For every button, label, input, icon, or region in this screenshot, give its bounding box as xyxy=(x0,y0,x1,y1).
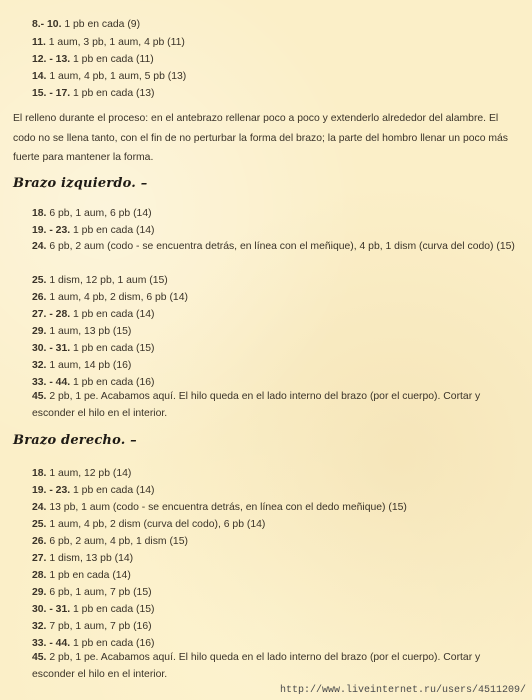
round-number: 33. - 44. xyxy=(32,377,71,388)
round-text: 1 pb en cada (13) xyxy=(70,88,155,99)
round-text: 1 aum, 4 pb, 2 dism (curva del codo), 6 pb (14) xyxy=(46,519,266,530)
round-number: 25. xyxy=(32,275,47,286)
round-line xyxy=(32,289,522,306)
round-text: 1 aum, 14 pb (16) xyxy=(46,360,132,371)
round-line xyxy=(32,85,522,102)
round-number: 15. - 17. xyxy=(32,88,71,99)
round-text: 1 aum, 3 pb, 1 aum, 4 pb (11) xyxy=(45,37,185,48)
round-number: 27. xyxy=(32,553,47,564)
round-number: 26. xyxy=(32,292,47,303)
round-line xyxy=(32,306,522,323)
round-line xyxy=(32,68,522,85)
round-number: 32. xyxy=(32,621,47,632)
round-number: 25. xyxy=(32,519,47,530)
round-line xyxy=(32,533,522,550)
round-text: 1 dism, 13 pb (14) xyxy=(46,553,134,564)
right-arm-heading: Brazo derecho. – xyxy=(13,433,137,448)
round-text: 1 pb en cada (16) xyxy=(70,377,155,388)
round-number: 45. xyxy=(32,391,47,402)
round-text: 1 aum, 12 pb (14) xyxy=(46,468,132,479)
round-text: 1 aum, 4 pb, 2 dism, 6 pb (14) xyxy=(46,292,188,303)
stuffing-paragraph: El relleno durante el proceso: en el antebrazo rellenar poco a poco y extenderlo alrededor del alambre. El codo no se llena tanto, con el fin de no perturbar la forma del brazo; la parte del hombro llenar un poco más fuerte para mantener la forma. xyxy=(13,113,509,163)
round-number: 28. xyxy=(32,570,47,581)
round-number: 18. xyxy=(32,208,47,219)
round-text: 1 pb en cada (16) xyxy=(70,638,155,649)
round-line xyxy=(32,550,522,567)
round-text: 6 pb, 1 aum, 7 pb (15) xyxy=(46,587,152,598)
round-number: 26. xyxy=(32,536,47,547)
round-number: 33. - 44. xyxy=(32,638,71,649)
round-number: 45. xyxy=(32,652,47,663)
round-line xyxy=(32,340,522,357)
round-text: 6 pb, 2 aum, 4 pb, 1 dism (15) xyxy=(46,536,188,547)
round-text: 13 pb, 1 aum (codo - se encuentra detrás, en línea con el dedo meñique) (15) xyxy=(46,502,407,513)
round-text: 1 pb en cada (14) xyxy=(70,225,155,236)
round-text: 1 pb en cada (15) xyxy=(70,343,155,354)
round-number: 29. xyxy=(32,587,47,598)
round-text: 1 pb en cada (11) xyxy=(70,54,154,65)
round-text: 7 pb, 1 aum, 7 pb (16) xyxy=(46,621,152,632)
round-line xyxy=(32,34,522,51)
round-text: 1 pb en cada (14) xyxy=(70,309,155,320)
round-text: 1 aum, 4 pb, 1 aum, 5 pb (13) xyxy=(46,71,187,82)
round-line xyxy=(32,584,522,601)
watermark-url: http://www.liveinternet.ru/users/4511209/ xyxy=(279,685,526,696)
round-line xyxy=(32,601,522,618)
round-line xyxy=(32,357,522,374)
round-line xyxy=(32,51,522,68)
round-line xyxy=(32,323,522,340)
round-number: 30. - 31. xyxy=(32,343,71,354)
round-number: 29. xyxy=(32,326,47,337)
round-number: 19. - 23. xyxy=(32,225,71,236)
round-line xyxy=(32,239,522,256)
round-text: 1 pb en cada (14) xyxy=(46,570,131,581)
round-text: 6 pb, 1 aum, 6 pb (14) xyxy=(46,208,152,219)
round-text: 1 pb en cada (9) xyxy=(61,19,141,30)
round-line xyxy=(32,205,522,222)
round-line xyxy=(32,482,522,499)
round-number: 30. - 31. xyxy=(32,604,71,615)
round-line xyxy=(32,618,522,635)
round-text: 1 aum, 13 pb (15) xyxy=(46,326,132,337)
round-line xyxy=(32,16,522,33)
round-line xyxy=(32,222,522,239)
round-number: 24. xyxy=(32,241,47,252)
round-line xyxy=(32,272,522,289)
round-line xyxy=(32,499,522,516)
round-text: 2 pb, 1 pe. Acabamos aquí. El hilo queda en el lado interno del brazo (por el cuerpo). Cortar y esconder el hilo en el interior. xyxy=(32,391,481,419)
round-number: 19. - 23. xyxy=(32,485,71,496)
round-text: 2 pb, 1 pe. Acabamos aquí. El hilo queda en el lado interno del brazo (por el cuerpo). Cortar y esconder el hilo en el interior. xyxy=(32,652,481,680)
round-number: 8.- 10. xyxy=(32,19,62,30)
round-number: 24. xyxy=(32,502,47,513)
round-number: 14. xyxy=(32,71,47,82)
left-arm-heading: Brazo izquierdo. – xyxy=(13,176,148,191)
round-text: 6 pb, 2 aum (codo - se encuentra detrás, en línea con el meñique), 4 pb, 1 dism (curva del codo) (15) xyxy=(46,241,515,252)
round-number: 11. xyxy=(32,37,46,48)
round-line xyxy=(32,465,522,482)
round-number: 12. - 13. xyxy=(32,54,71,65)
round-text: 1 pb en cada (14) xyxy=(70,485,155,496)
round-number: 27. - 28. xyxy=(32,309,71,320)
round-text: 1 pb en cada (15) xyxy=(70,604,155,615)
round-line xyxy=(32,516,522,533)
round-line xyxy=(32,567,522,584)
round-number: 32. xyxy=(32,360,47,371)
round-text: 1 dism, 12 pb, 1 aum (15) xyxy=(46,275,168,286)
round-line xyxy=(32,650,522,683)
round-line xyxy=(32,389,522,422)
round-number: 18. xyxy=(32,468,47,479)
